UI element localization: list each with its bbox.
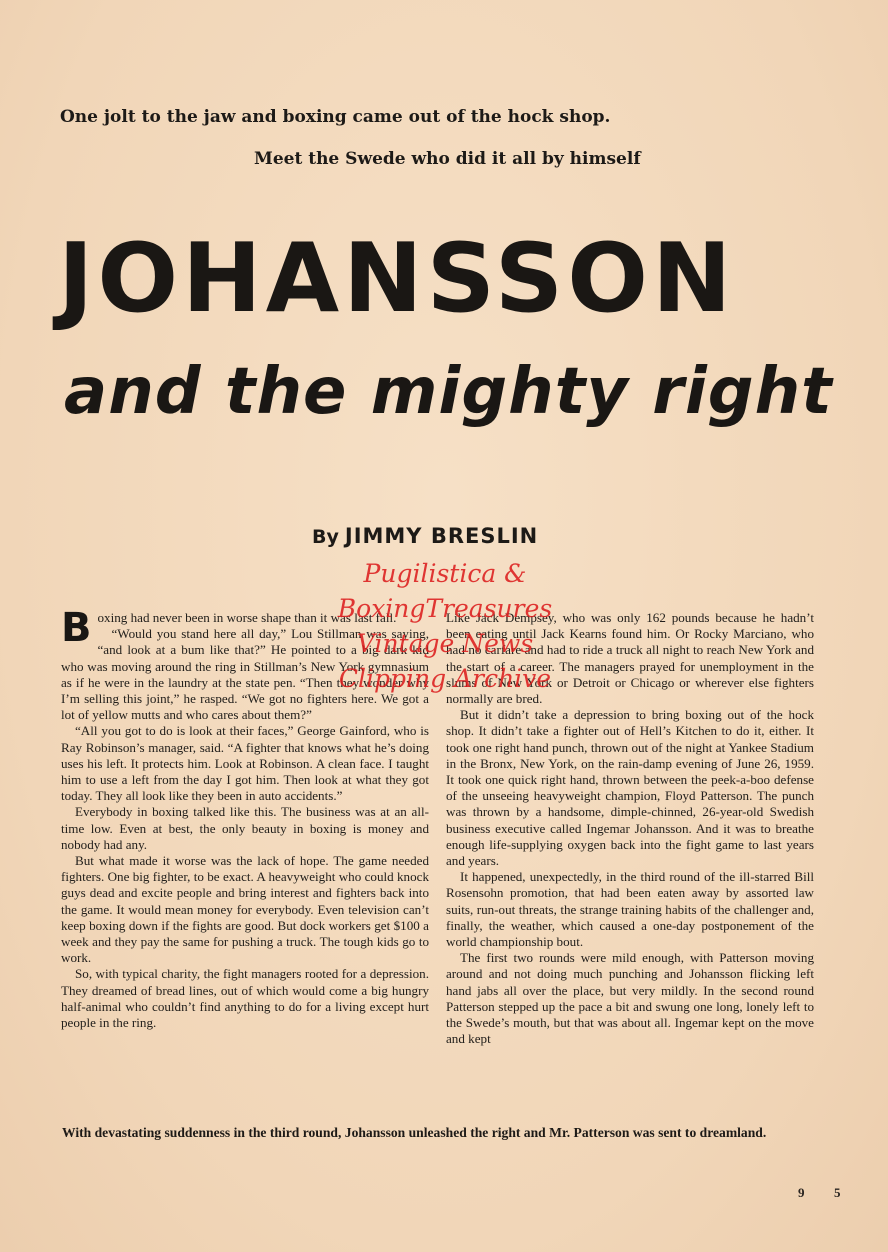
subheadline: and the mighty right [64,355,833,429]
headline: JOHANSSON [58,224,736,334]
photo-caption: With devastating suddenness in the third round, Johansson unleashed the right and Mr. Patterson was sent to dreamland. [62,1125,767,1140]
watermark-line: Clipping Archive [338,664,552,693]
paragraph: Everybody in boxing talked like this. The business was at an all-time low. Even at best, the only beauty in boxing is money and nobody had any. [61,804,429,852]
drop-cap: B [61,605,92,651]
author-name: JIMMY BRESLIN [344,524,539,548]
paragraph: But what made it worse was the lack of hope. The game needed fighters. One big fighter, to be exact. A heavyweight who could knock guys dead and excite people and bring interest and fighters back into the game. It would mean money for everybody. Even television can’t keep boxing down if the fights are good. But dock workers get $100 a week and they pay the same for pushing a truck. The tough kids go to work. [61,853,429,966]
paragraph: “Would you stand here all day,” Lou Stillman was saying, “and look at a bum like that?” He pointed to a big dark kid who was moving around the ring in Stillman’s New York gymnasium as if he were in the laundry at the state pen. “Then they wonder why I’m selling this joint,” he rasped. “We got no fighters here. We got a lot of yellow mutts and who cares about them?” [61,626,429,723]
kicker-line-1: One jolt to the jaw and boxing came out of the hock shop. [60,107,611,127]
paragraph: Like Jack Dempsey, who was only 162 pounds because he hadn’t been eating until Jack Kearns found him. Or Rocky Marciano, who had no carfare and had to ride a truck all night to reach New York and the start of a career. The managers prayed for unemployment in the slums of New York or Detroit or Chicago or wherever else fighters normally are bred. [446,610,814,707]
article-column-right [446,610,814,1047]
byline-prefix: By [312,526,339,548]
paragraph: So, with typical charity, the fight managers rooted for a depression. They dreamed of bread lines, out of which would come a big hungry half-animal who couldn’t find anything to do for a living except hurt people in the ring. [61,966,429,1031]
article-column-left [61,605,429,1031]
paragraph: The first two rounds were mild enough, with Patterson moving around and not doing much punching and Johansson flicking left hand jabs all over the place, but very mildly. In the second round Patterson stepped up the pace a bit and swung one long, lonely left to the Swede’s mouth, but that was about all. Ingemar kept on the move and kept [446,950,814,1047]
kicker-line-2: Meet the Swede who did it all by himself [254,149,641,169]
page-number: 9 [798,1185,805,1200]
watermark-line: Pugilistica & [363,559,527,588]
watermark-line: Vintage News [356,629,534,658]
paragraph: “All you got to do is look at their faces,” George Gainford, who is Ray Robinson’s manager, said. “A fighter that knows what he’s doing uses his left. It protects him. Look at Robinson. A clean face. I taught him to use a left from the day I got him. Then look at what they got today. They all look like they been in auto accidents.” [61,723,429,804]
page-number: 5 [834,1185,841,1200]
paragraph: It happened, unexpectedly, in the third round of the ill-starred Bill Rosensohn promotion, that had been eaten away by assorted law suits, run-out threats, the strange training habits of the challenger and, finally, the weather, which caused a one-day postponement of the world championship bout. [446,869,814,950]
paragraph: Boxing had never been in worse shape than it was last fall. [61,605,397,651]
watermark-line: BoxingTreasures [337,594,553,623]
byline [312,524,538,548]
paragraph: But it didn’t take a depression to bring boxing out of the hock shop. It didn’t take a fighter out of Hell’s Kitchen to do it, either. It took one right hand punch, thrown out of the night at Yankee Stadium in the Bronx, New York, on the rain-damp evening of June 26, 1959. It took one quick right hand, thrown between the peek-a-boo defense of the unseeing heavyweight champion, Floyd Patterson. The punch was thrown by a handsome, dimple-chinned, 26-year-old Swedish business executive called Ingemar Johansson. And it was to breathe enough life-supplying oxygen back into the fight game to last years and years. [446,707,814,869]
